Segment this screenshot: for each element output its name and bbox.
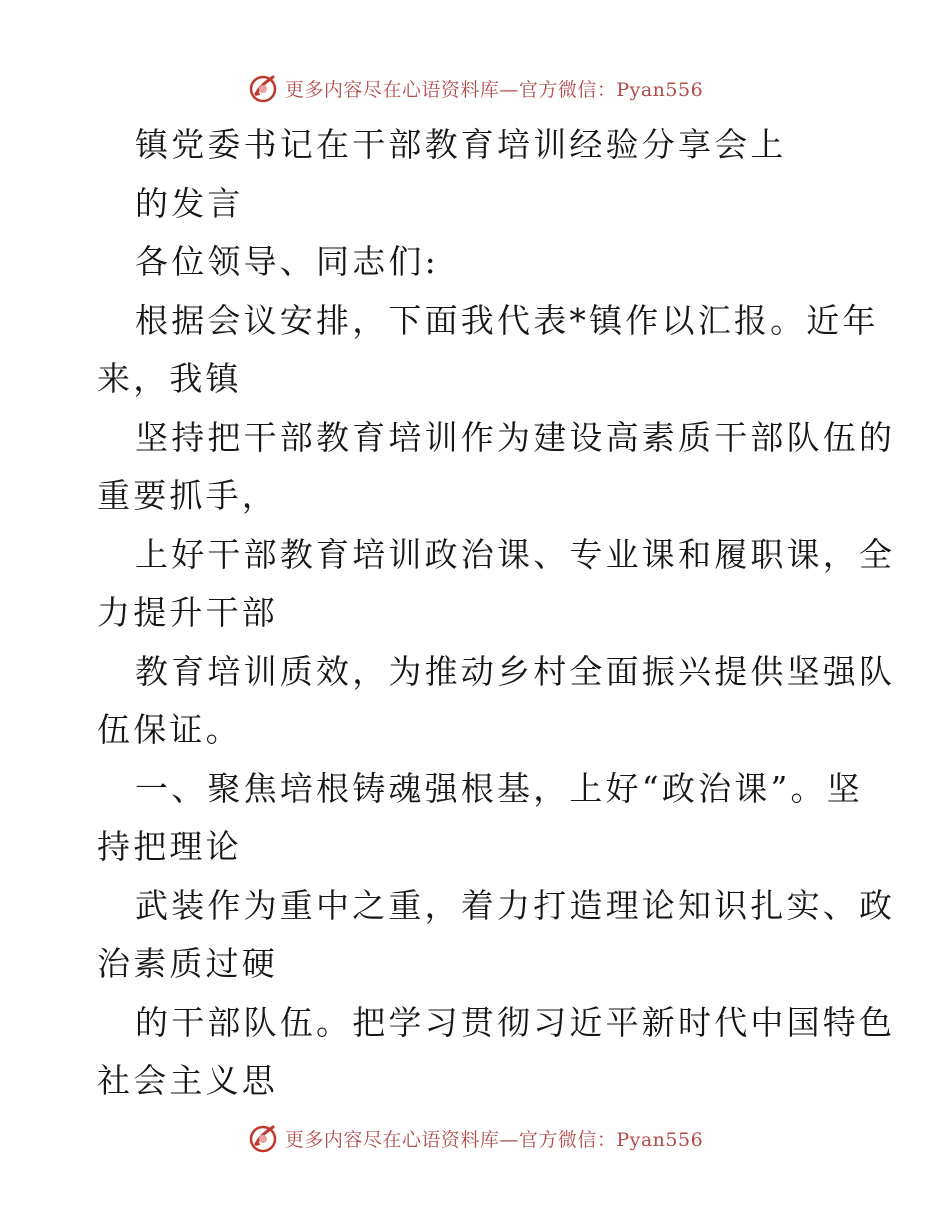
- brush-logo-icon: [247, 1122, 279, 1154]
- banner-contact-text: 官方微信：Pyan556: [518, 1128, 704, 1151]
- paragraph-line: 重要抓手，: [97, 476, 278, 515]
- brush-logo-icon: [247, 72, 279, 104]
- paragraph-line: 根据会议安排，下面我代表*镇作以汇报。近年: [135, 300, 879, 340]
- paragraph-line: 力提升干部: [97, 593, 278, 632]
- paragraph-line: 伍保证。: [97, 710, 242, 749]
- paragraph-line: 坚持把干部教育培训作为建设高素质干部队伍的: [135, 417, 896, 457]
- banner-separator: —: [499, 78, 519, 101]
- paragraph-line: 持把理论: [97, 827, 242, 866]
- paragraph-line: 武装作为重中之重，着力打造理论知识扎实、政: [135, 885, 896, 925]
- doc-title-line-1: 镇党委书记在干部教育培训经验分享会上: [135, 125, 787, 164]
- paragraph-line: 社会主义思: [97, 1061, 278, 1100]
- banner-contact-text: 官方微信：Pyan556: [518, 78, 704, 101]
- doc-title-line-2: 的发言: [135, 183, 244, 223]
- paragraph-line: 教育培训质效，为推动乡村全面振兴提供坚强队: [135, 651, 896, 691]
- banner-text: [285, 1125, 703, 1152]
- paragraph-line: 治素质过硬: [97, 944, 278, 983]
- paragraph-line: 的干部队伍。把学习贯彻习近平新时代中国特色: [135, 1002, 896, 1042]
- header-banner: [0, 72, 950, 104]
- banner-separator: —: [499, 1128, 519, 1151]
- banner-site-text: 更多内容尽在心语资料库: [284, 1128, 500, 1151]
- banner-text: [285, 75, 703, 102]
- section-heading-line: 一、聚焦培根铸魂强根基，上好“政治课”。坚: [135, 768, 863, 808]
- paragraph-line: 上好干部教育培训政治课、专业课和履职课，全: [135, 534, 896, 574]
- footer-banner: [0, 1122, 950, 1154]
- banner-site-text: 更多内容尽在心语资料库: [284, 78, 500, 101]
- paragraph-line: 来，我镇: [97, 359, 242, 398]
- salutation: 各位领导、同志们:: [135, 242, 439, 281]
- document-body: [97, 116, 896, 1111]
